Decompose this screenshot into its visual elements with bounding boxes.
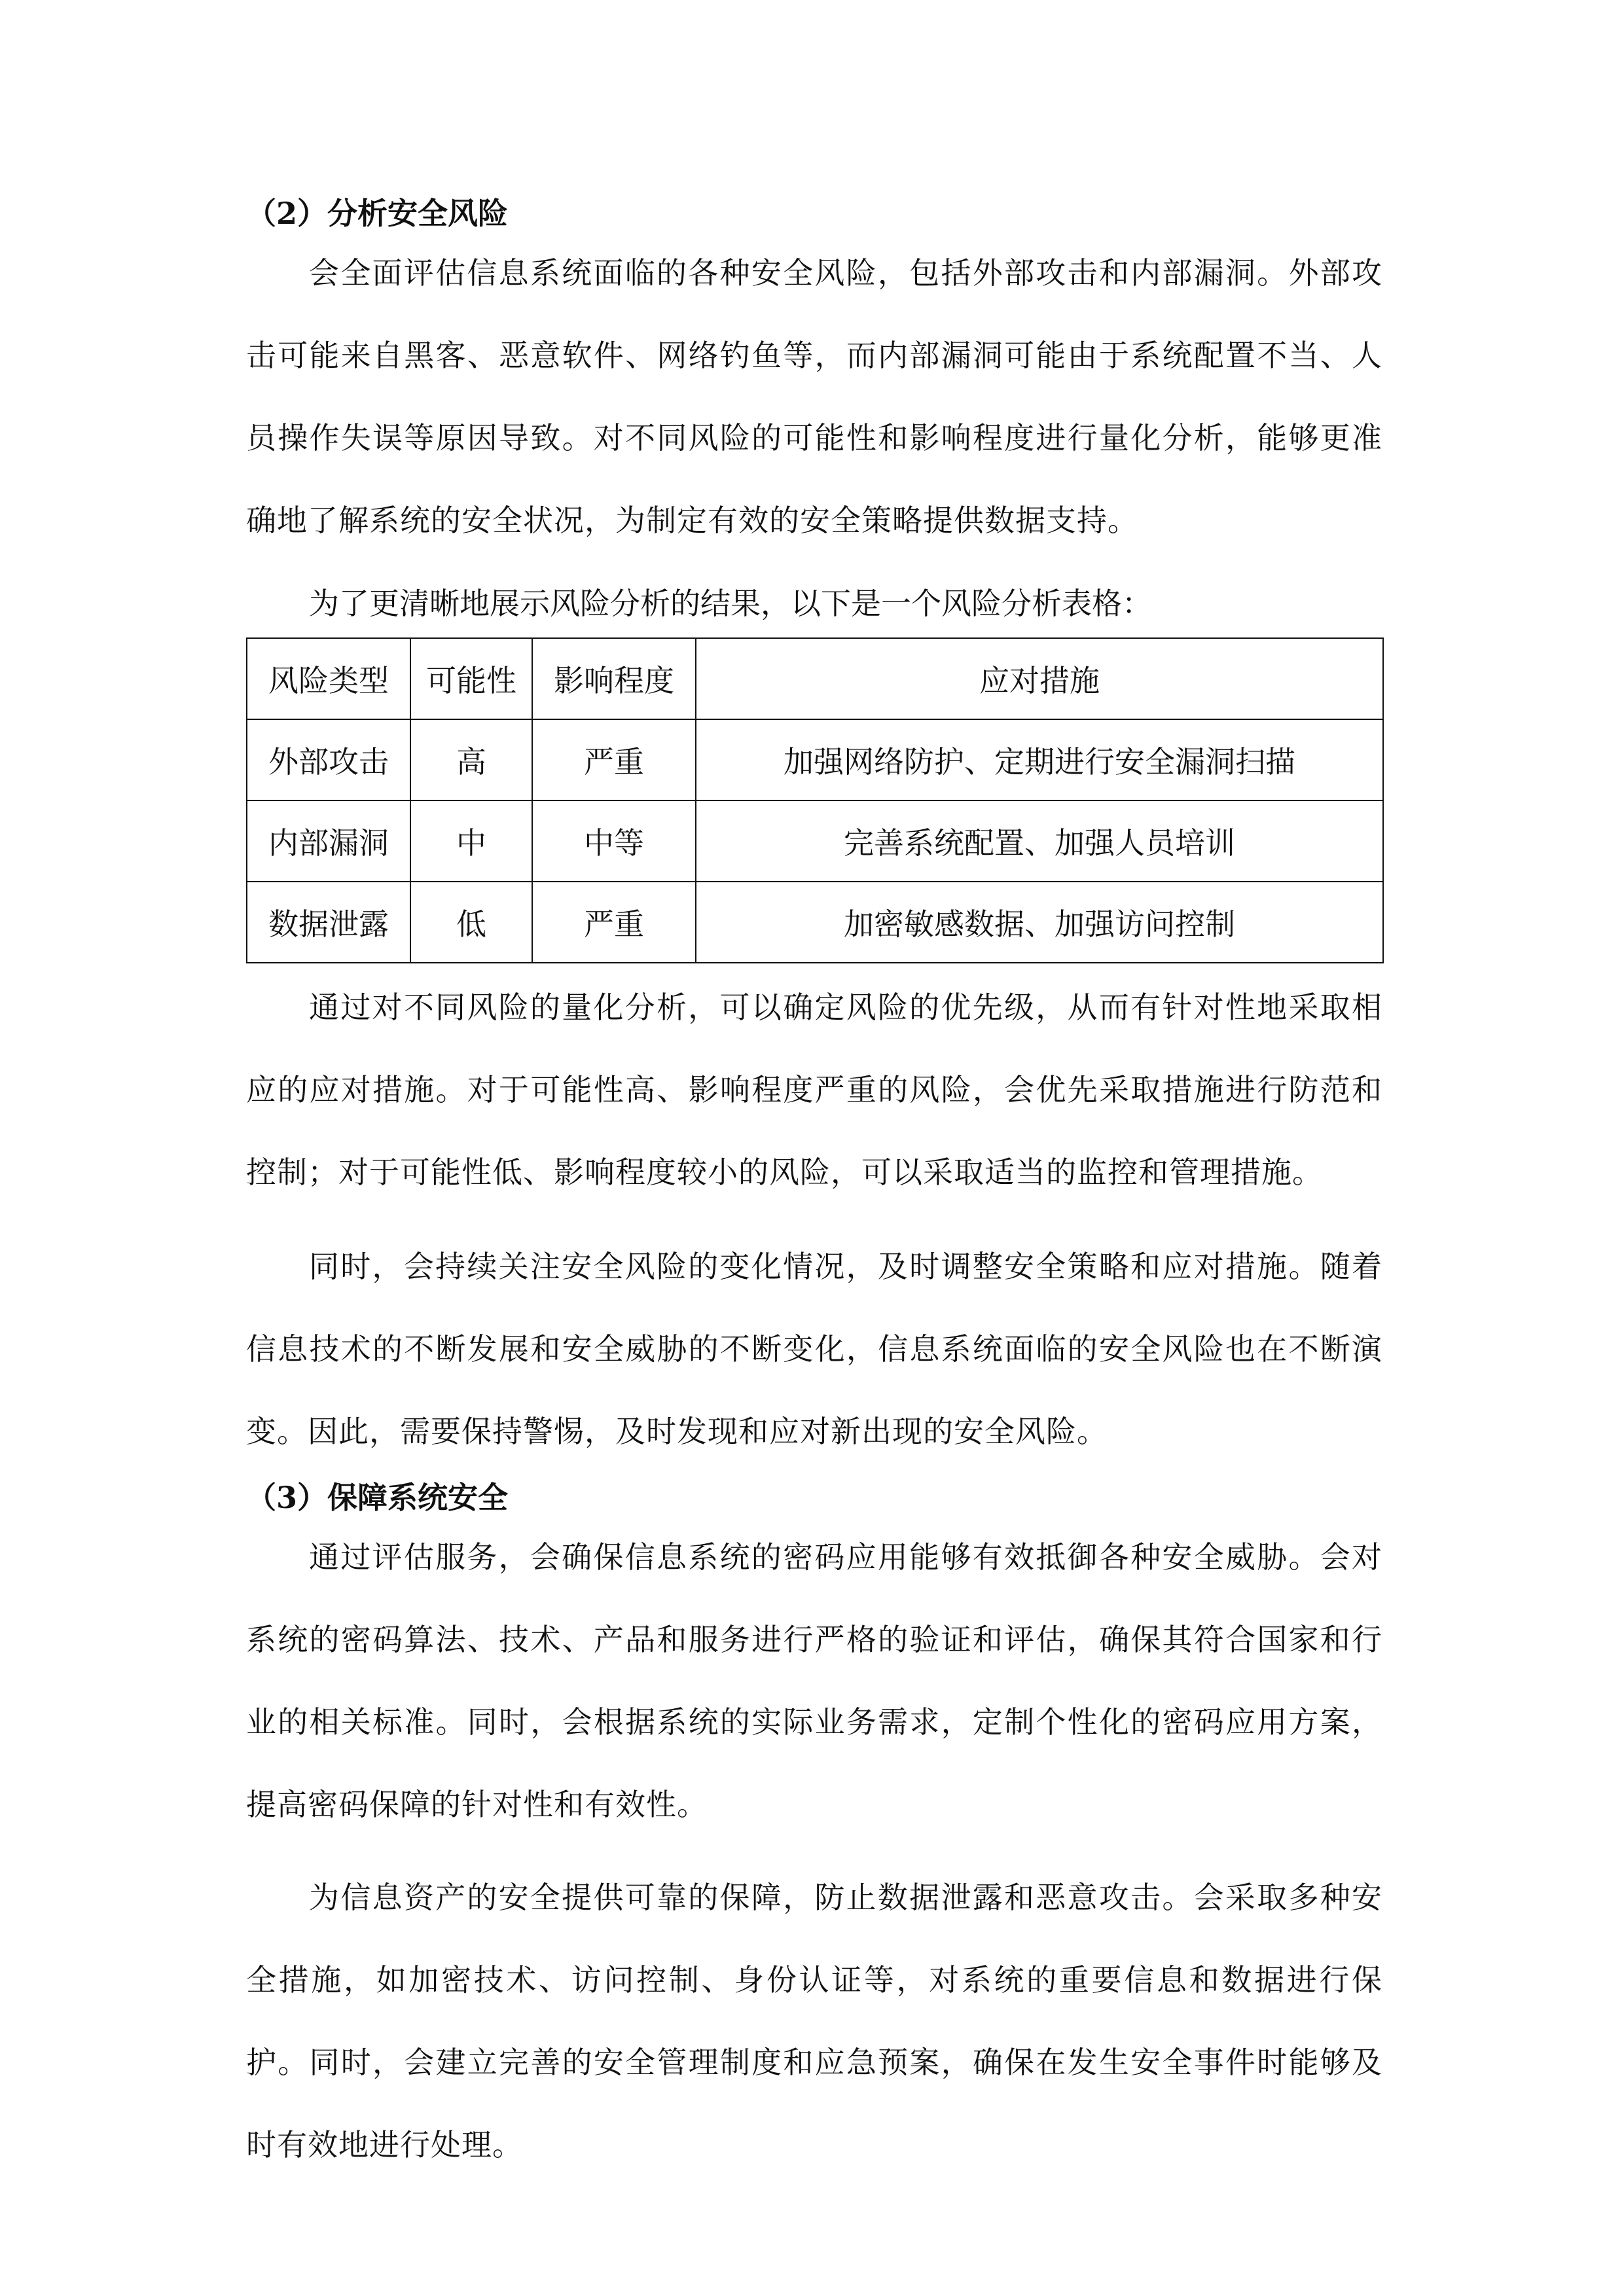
section-2-paragraph-3: 同时，会持续关注安全风险的变化情况，及时调整安全策略和应对措施。随着信息技术的不断发展和安全威胁的不断变化，信息系统面临的安全风险也在不断演变。因此，需要保持警惕，及时发现和应对新出现的安全风险。 — [246, 1249, 1382, 1449]
table-row — [247, 719, 1383, 800]
cell-risk-type: 外部攻击 — [247, 719, 410, 800]
header-risk-type: 风险类型 — [247, 638, 410, 719]
cell-risk-type: 数据泄露 — [247, 882, 410, 963]
header-likelihood: 可能性 — [410, 638, 532, 719]
risk-analysis-table — [246, 637, 1384, 963]
cell-likelihood: 中 — [410, 800, 532, 882]
header-impact: 影响程度 — [532, 638, 696, 719]
section-3-paragraph-2: 为信息资产的安全提供可靠的保障，防止数据泄露和恶意攻击。会采取多种安全措施，如加密技术、访问控制、身份认证等，对系统的重要信息和数据进行保护。同时，会建立完善的安全管理制度和应急预案，确保在发生安全事件时能够及时有效地进行处理。 — [246, 1880, 1382, 2162]
cell-impact: 严重 — [532, 719, 696, 800]
cell-likelihood: 低 — [410, 882, 532, 963]
section-3-paragraph-1: 通过评估服务，会确保信息系统的密码应用能够有效抵御各种安全威胁。会对系统的密码算法、技术、产品和服务进行严格的验证和评估，确保其符合国家和行业的相关标准。同时，会根据系统的实际业务需求，定制个性化的密码应用方案，提高密码保障的针对性和有效性。 — [246, 1539, 1382, 1822]
cell-impact: 严重 — [532, 882, 696, 963]
table-row — [247, 800, 1383, 882]
section-3-heading: （3）保障系统安全 — [246, 1480, 509, 1515]
cell-countermeasures: 完善系统配置、加强人员培训 — [696, 800, 1383, 882]
cell-countermeasures: 加强网络防护、定期进行安全漏洞扫描 — [696, 719, 1383, 800]
section-2-paragraph-2: 通过对不同风险的量化分析，可以确定风险的优先级，从而有针对性地采取相应的应对措施。对于可能性高、影响程度严重的风险，会优先采取措施进行防范和控制；对于可能性低、影响程度较小的风险，可以采取适当的监控和管理措施。 — [246, 990, 1382, 1190]
table-intro: 为了更清晰地展示风险分析的结果，以下是一个风险分析表格： — [309, 586, 1152, 621]
header-countermeasures: 应对措施 — [696, 638, 1383, 719]
cell-likelihood: 高 — [410, 719, 532, 800]
cell-countermeasures: 加密敏感数据、加强访问控制 — [696, 882, 1383, 963]
cell-impact: 中等 — [532, 800, 696, 882]
section-2-paragraph-1: 会全面评估信息系统面临的各种安全风险，包括外部攻击和内部漏洞。外部攻击可能来自黑客、恶意软件、网络钓鱼等，而内部漏洞可能由于系统配置不当、人员操作失误等原因导致。对不同风险的可能性和影响程度进行量化分析，能够更准确地了解系统的安全状况，为制定有效的安全策略提供数据支持。 — [246, 255, 1382, 538]
cell-risk-type: 内部漏洞 — [247, 800, 410, 882]
section-2-heading: （2）分析安全风险 — [246, 196, 509, 231]
table-header-row — [247, 638, 1383, 719]
table-row — [247, 882, 1383, 963]
